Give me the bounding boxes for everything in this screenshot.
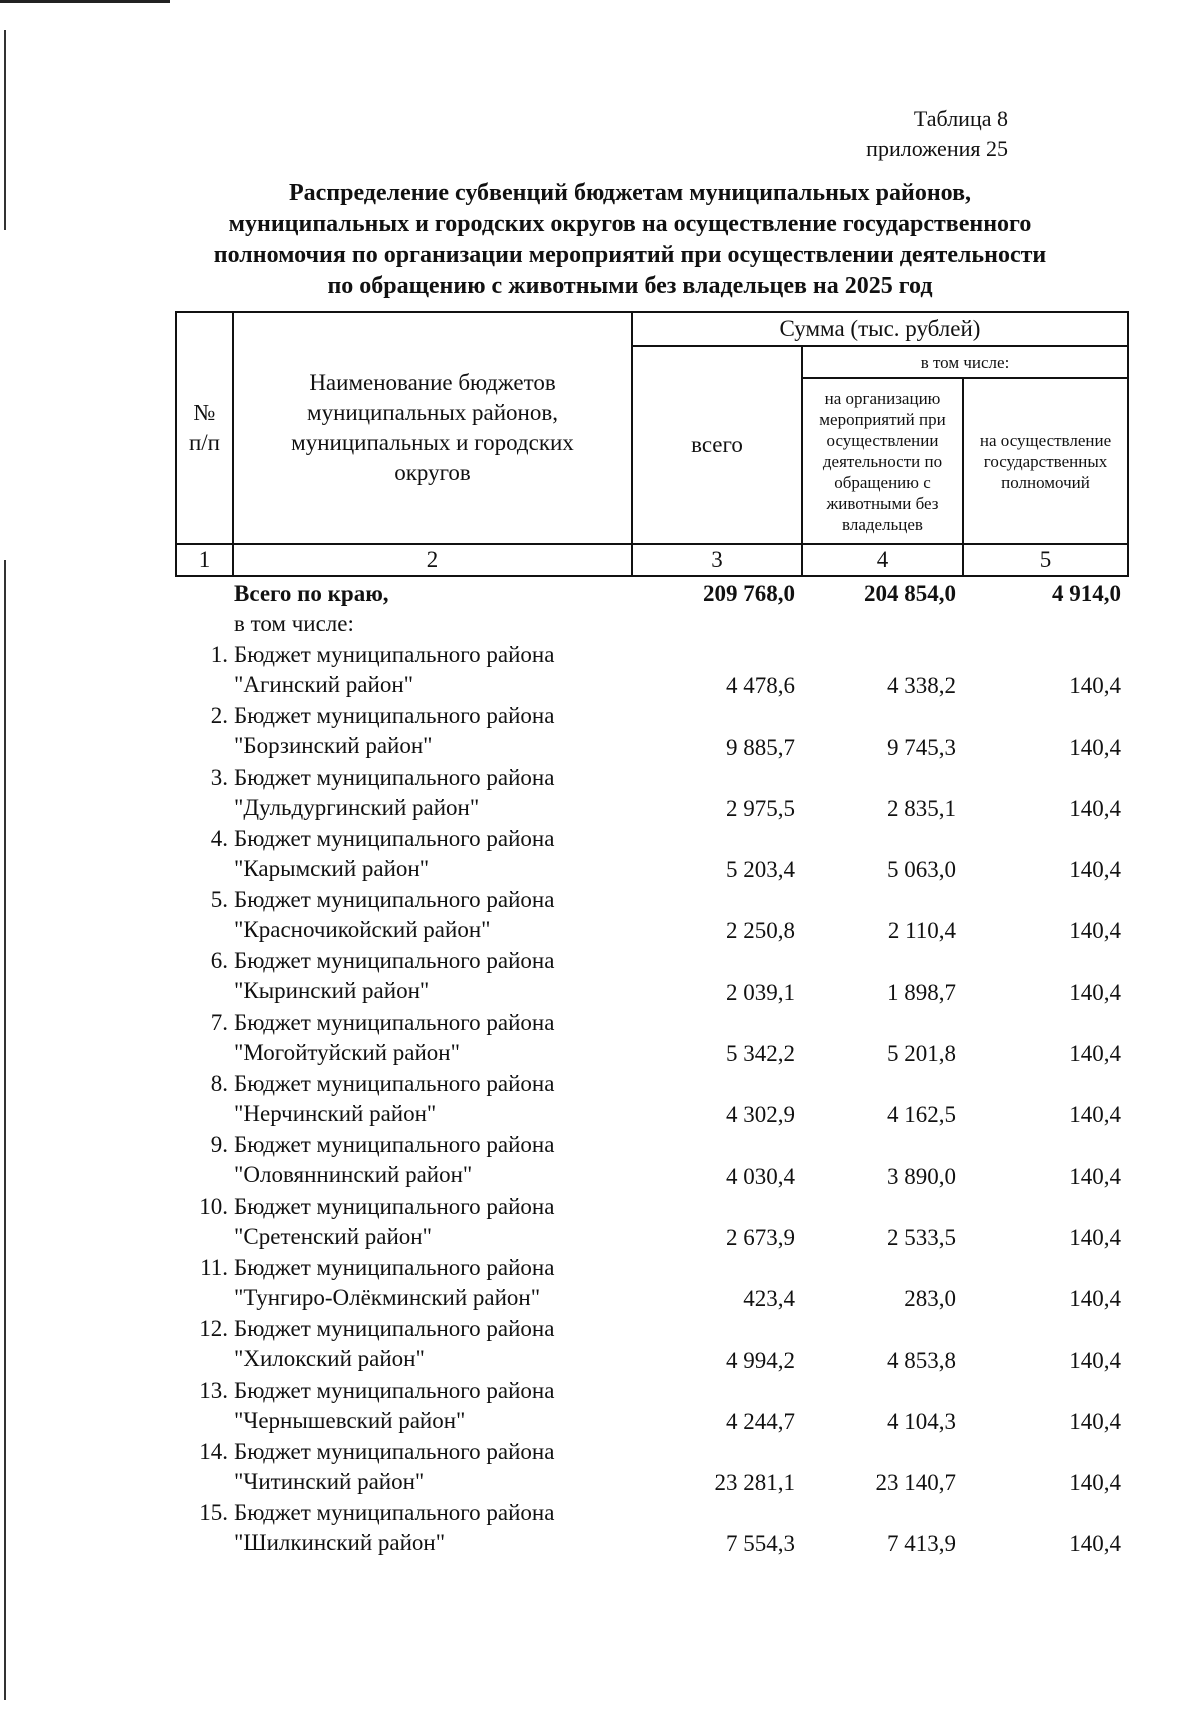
table-row [175, 640, 1127, 701]
total-organization: 204 854,0 [864, 581, 956, 606]
budget-type: Бюджет муниципального района [234, 1071, 555, 1097]
row-powers: 140,4 [1069, 1041, 1121, 1067]
row-number: 5. [210, 887, 228, 913]
row-powers: 140,4 [1069, 1470, 1121, 1496]
district-name: "Чернышевский район" [234, 1407, 466, 1433]
budget-type: Бюджет муниципального района [234, 1316, 555, 1342]
title-line: по обращению с животными без владельцев на 2025 год [327, 273, 933, 299]
district-name: "Читинский район" [234, 1468, 425, 1494]
row-number: 10. [199, 1193, 228, 1219]
district-name: "Агинский район" [234, 672, 414, 697]
budget-name [232, 946, 631, 1007]
row-organization: 9 745,3 [887, 734, 956, 760]
column-number: 1 [176, 544, 233, 576]
district-name: "Оловяннинский район" [234, 1162, 473, 1188]
row-organization: 283,0 [904, 1286, 956, 1312]
total-powers: 4 914,0 [1052, 581, 1121, 606]
row-powers: 140,4 [1069, 734, 1121, 760]
row-powers: 140,4 [1069, 1286, 1121, 1312]
row-total: 2 673,9 [726, 1224, 795, 1250]
table-ref-line1: Таблица 8 [913, 106, 1008, 131]
table-reference [866, 104, 1008, 164]
table-row [175, 1376, 1127, 1437]
budget-name [232, 763, 631, 824]
row-total: 5 203,4 [726, 857, 795, 883]
table-row [175, 1498, 1127, 1559]
district-name: "Хилокский район" [234, 1346, 425, 1372]
row-number: 13. [199, 1377, 228, 1403]
row-powers: 140,4 [1069, 795, 1121, 821]
budget-type: Бюджет муниципального района [234, 1500, 555, 1526]
district-name: "Могойтуйский район" [234, 1039, 460, 1065]
budget-name [232, 640, 631, 701]
row-organization: 2 533,5 [887, 1224, 956, 1250]
document-title [170, 178, 1090, 302]
table-row [175, 1253, 1127, 1314]
district-name: "Сретенский район" [234, 1223, 432, 1249]
scan-edge-left-lower [4, 560, 6, 1700]
budget-type: Бюджет муниципального района [234, 948, 555, 974]
total-row [175, 578, 1127, 610]
header-number: № п/п [176, 312, 233, 544]
district-name: "Дульдургинский район" [234, 794, 480, 820]
header-sum: Сумма (тыс. рублей) [632, 312, 1128, 346]
budget-name [232, 1130, 631, 1191]
row-total: 423,4 [743, 1286, 795, 1312]
district-name: "Карымский район" [234, 855, 430, 881]
budget-name [232, 701, 631, 762]
budget-name [232, 1069, 631, 1130]
row-organization: 5 201,8 [887, 1041, 956, 1067]
column-number: 4 [802, 544, 963, 576]
budget-name [232, 824, 631, 885]
district-name: "Шилкинский район" [234, 1530, 446, 1556]
header-organization: на организацию мероприятий при осуществлении деятельности по обращению с животными без владельцев [802, 378, 963, 544]
row-number: 2. [210, 703, 228, 729]
budget-type: Бюджет муниципального района [234, 1009, 555, 1035]
table-row [175, 946, 1127, 1007]
column-number: 5 [963, 544, 1128, 576]
scan-edge-top [0, 0, 170, 3]
budget-name [232, 1376, 631, 1437]
total-label: Всего по краю, [234, 581, 389, 606]
row-total: 2 975,5 [726, 795, 795, 821]
budget-name [232, 1314, 631, 1375]
row-total: 4 030,4 [726, 1163, 795, 1189]
district-name: "Красночикойский район" [234, 917, 491, 943]
row-powers: 140,4 [1069, 673, 1121, 699]
total-sum: 209 768,0 [703, 581, 795, 606]
row-total: 9 885,7 [726, 734, 795, 760]
including-label: в том числе: [234, 611, 354, 636]
including-row [175, 610, 1127, 640]
row-number: 3. [210, 764, 228, 790]
row-number: 11. [200, 1254, 228, 1280]
row-total: 4 994,2 [726, 1347, 795, 1373]
row-powers: 140,4 [1069, 857, 1121, 883]
row-organization: 1 898,7 [887, 979, 956, 1005]
row-organization: 3 890,0 [887, 1163, 956, 1189]
row-number: 1. [210, 642, 228, 667]
budget-name [232, 885, 631, 946]
row-number: 12. [199, 1316, 228, 1342]
row-organization: 7 413,9 [887, 1531, 956, 1557]
table-row [175, 885, 1127, 946]
row-total: 2 250,8 [726, 918, 795, 944]
table-row [175, 1130, 1127, 1191]
table-row [175, 1008, 1127, 1069]
row-powers: 140,4 [1069, 1408, 1121, 1434]
budget-type: Бюджет муниципального района [234, 887, 555, 913]
row-powers: 140,4 [1069, 1347, 1121, 1373]
row-number [175, 578, 232, 610]
row-powers: 140,4 [1069, 1102, 1121, 1128]
scan-edge-left [4, 30, 6, 230]
row-number: 15. [199, 1500, 228, 1526]
row-organization: 4 162,5 [887, 1102, 956, 1128]
header-budget-name: Наименование бюджетов муниципальных районов, муниципальных и городских округов [233, 312, 632, 544]
table-row [175, 1069, 1127, 1130]
table-row [175, 1314, 1127, 1375]
header-powers: на осуществление государственных полномочий [963, 378, 1128, 544]
district-name: "Борзинский район" [234, 733, 433, 759]
district-name: "Кыринский район" [234, 978, 430, 1004]
header-including: в том числе: [802, 346, 1128, 378]
row-total: 7 554,3 [726, 1531, 795, 1557]
row-number: 6. [210, 948, 228, 974]
row-number: 9. [210, 1132, 228, 1158]
row-number: 7. [210, 1009, 228, 1035]
row-organization: 4 104,3 [887, 1408, 956, 1434]
header-total: всего [632, 346, 802, 544]
table-row [175, 701, 1127, 762]
row-total: 23 281,1 [714, 1470, 795, 1496]
title-line: полномочия по организации мероприятий при осуществлении деятельности [213, 242, 1047, 268]
budget-type: Бюджет муниципального района [234, 1132, 555, 1158]
budget-type: Бюджет муниципального района [234, 764, 555, 790]
column-number: 3 [632, 544, 802, 576]
budget-type: Бюджет муниципального района [234, 1254, 555, 1280]
row-organization: 4 338,2 [887, 673, 956, 699]
column-number: 2 [233, 544, 632, 576]
table-row [175, 763, 1127, 824]
budget-name [232, 1498, 631, 1559]
budget-name [232, 1008, 631, 1069]
row-organization: 2 110,4 [887, 918, 956, 944]
row-number: 8. [210, 1071, 228, 1097]
row-organization: 23 140,7 [875, 1470, 956, 1496]
budget-type: Бюджет муниципального района [234, 642, 555, 667]
table-body [175, 578, 1127, 1559]
table-row [175, 824, 1127, 885]
row-total: 2 039,1 [726, 979, 795, 1005]
row-number: 14. [199, 1438, 228, 1464]
budget-name [232, 1253, 631, 1314]
title-line: Распределение субвенций бюджетам муниципальных районов, [288, 180, 972, 206]
row-total: 5 342,2 [726, 1041, 795, 1067]
table-row [175, 1437, 1127, 1498]
row-organization: 4 853,8 [887, 1347, 956, 1373]
budget-type: Бюджет муниципального района [234, 1377, 555, 1403]
row-powers: 140,4 [1069, 1163, 1121, 1189]
row-organization: 2 835,1 [887, 795, 956, 821]
row-powers: 140,4 [1069, 979, 1121, 1005]
row-powers: 140,4 [1069, 918, 1121, 944]
row-powers: 140,4 [1069, 1531, 1121, 1557]
row-powers: 140,4 [1069, 1224, 1121, 1250]
budget-type: Бюджет муниципального района [234, 1438, 555, 1464]
table-ref-line2: приложения 25 [866, 136, 1008, 161]
district-name: "Нерчинский район" [234, 1101, 437, 1127]
title-line: муниципальных и городских округов на осуществление государственного [228, 211, 1032, 237]
table-header [175, 311, 1129, 577]
budget-type: Бюджет муниципального района [234, 1193, 555, 1219]
district-name: "Тунгиро-Олёкминский район" [234, 1284, 541, 1310]
row-organization: 5 063,0 [887, 857, 956, 883]
budget-type: Бюджет муниципального района [234, 703, 555, 729]
budget-name [232, 1192, 631, 1253]
budget-type: Бюджет муниципального района [234, 825, 555, 851]
row-total: 4 244,7 [726, 1408, 795, 1434]
row-number: 4. [210, 825, 228, 851]
budget-name [232, 1437, 631, 1498]
table-row [175, 1192, 1127, 1253]
row-total: 4 302,9 [726, 1102, 795, 1128]
row-total: 4 478,6 [726, 673, 795, 699]
